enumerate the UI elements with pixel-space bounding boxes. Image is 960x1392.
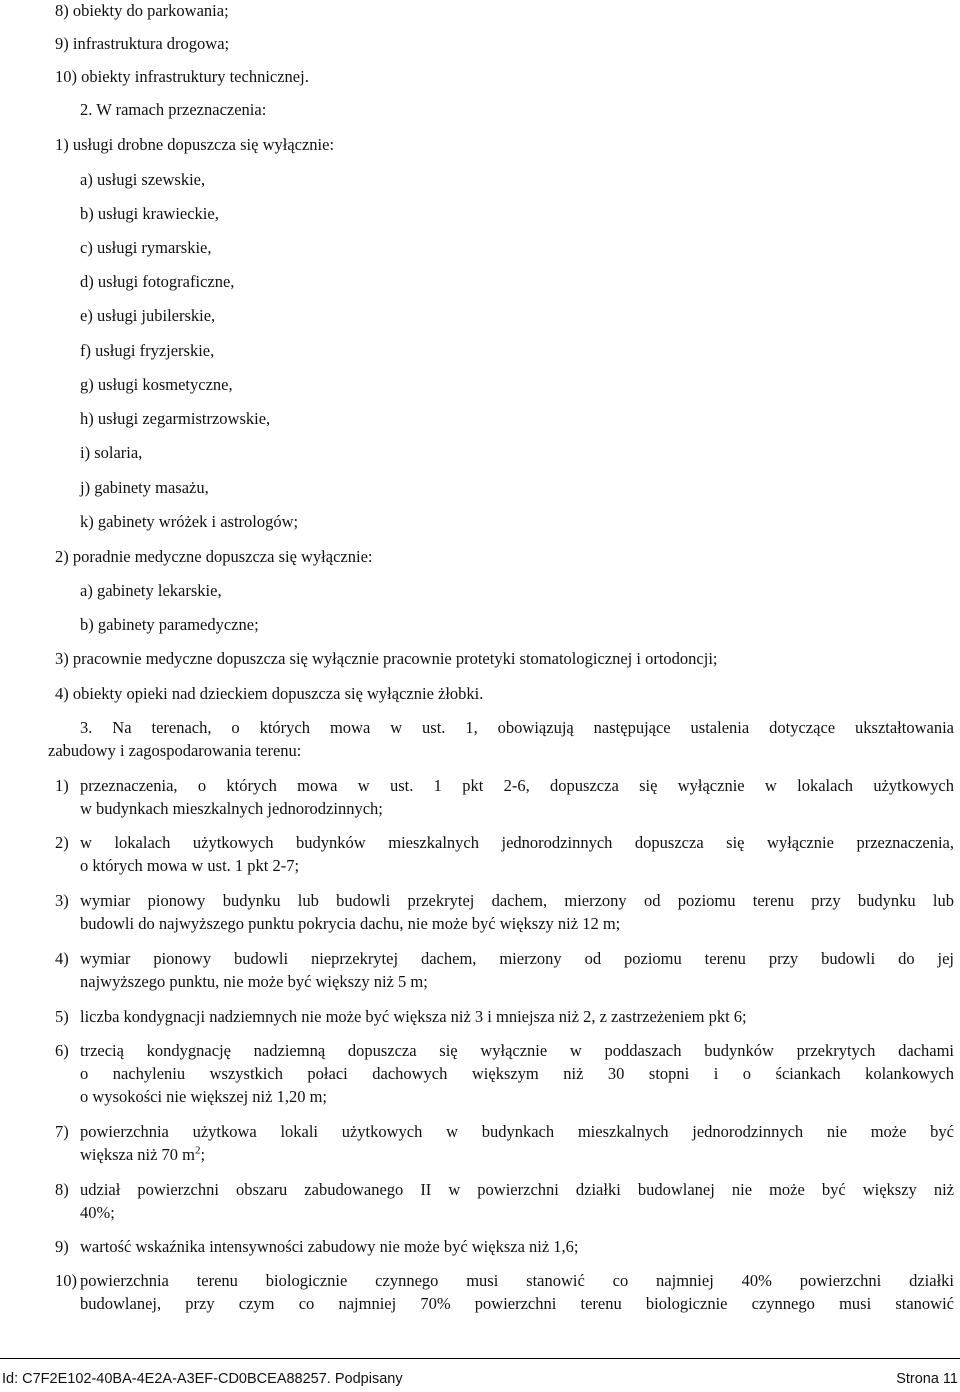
sub-item-b: b) usługi krawieckie, — [80, 204, 219, 223]
superscript: 2 — [195, 1144, 201, 1157]
item-text-with-unit — [80, 1144, 205, 1166]
sub-item-j: j) gabinety masażu, — [80, 478, 209, 497]
list-item-8: 8) obiekty do parkowania; — [55, 1, 229, 20]
sub-item-k: k) gabinety wróżek i astrologów; — [80, 512, 299, 531]
section-2-item-2: 2) poradnie medyczne dopuszcza się wyłącznie: — [55, 547, 373, 566]
sub-item-i: i) solaria, — [80, 443, 143, 462]
page-footer — [0, 1358, 960, 1392]
section-2-item-3: 3) pracownie medyczne dopuszcza się wyłącznie pracownie protetyki stomatologicznej i ortodoncji; — [55, 649, 718, 668]
item-text: wymiar pionowy budynku lub budowli przekrytej dachem, mierzony od poziomu terenu przy budynku lub — [80, 891, 954, 910]
item-text: liczba kondygnacji nadziemnych nie może być większa niż 3 i mniejsza niż 2, z zastrzeżeniem pkt 6; — [80, 1007, 747, 1026]
item-text: budowli do najwyższego punktu pokrycia dachu, nie może być większy niż 12 m; — [80, 914, 621, 933]
item-text: powierzchnia użytkowa lokali użytkowych w budynkach mieszkalnych jednorodzinnych nie może być — [80, 1122, 954, 1141]
item-text: udział powierzchni obszaru zabudowanego II w powierzchni działki budowlanej nie może być większy niż — [80, 1180, 954, 1199]
item-text: o nachyleniu wszystkich połaci dachowych większym niż 30 stopni i o ściankach kolankowych — [80, 1064, 954, 1083]
item-text: w lokalach użytkowych budynków mieszkalnych jednorodzinnych dopuszcza się wyłącznie przeznaczenia, — [80, 833, 954, 852]
item-text: o których mowa w ust. 1 pkt 2-7; — [80, 856, 300, 875]
item-number: 5) — [55, 1007, 69, 1026]
item-text: budowlanej, przy czym co najmniej 70% powierzchni terenu biologicznie czynnego musi stanowić — [80, 1294, 954, 1313]
item-number: 8) — [55, 1180, 69, 1199]
sub-item-a: a) gabinety lekarskie, — [80, 581, 222, 600]
item-number: 9) — [55, 1237, 69, 1256]
item-text: wymiar pionowy budowli nieprzekrytej dachem, mierzony od poziomu terenu przy budowli do jej — [80, 949, 954, 968]
item-number: 6) — [55, 1041, 69, 1060]
sub-item-g: g) usługi kosmetyczne, — [80, 375, 233, 394]
sub-item-h: h) usługi zegarmistrzowskie, — [80, 409, 271, 428]
item-text-tail: ; — [200, 1145, 206, 1164]
item-text: wartość wskaźnika intensywności zabudowy nie może być większa niż 1,6; — [80, 1237, 579, 1256]
section-2-item-4: 4) obiekty opieki nad dzieckiem dopuszcza się wyłącznie żłobki. — [55, 684, 484, 703]
item-number: 3) — [55, 891, 69, 910]
document-id: Id: C7F2E102-40BA-4E2A-A3EF-CD0BCEA88257. Podpisany — [2, 1371, 403, 1387]
section-2-item-1: 1) usługi drobne dopuszcza się wyłącznie: — [55, 135, 335, 154]
item-text: o wysokości nie większej niż 1,20 m; — [80, 1087, 328, 1106]
sub-item-c: c) usługi rymarskie, — [80, 238, 212, 257]
item-number: 2) — [55, 833, 69, 852]
sub-item-d: d) usługi fotograficzne, — [80, 272, 235, 291]
sub-item-e: e) usługi jubilerskie, — [80, 306, 216, 325]
item-number: 10) — [55, 1271, 77, 1290]
section-3-heading-cont: zabudowy i zagospodarowania terenu: — [48, 741, 302, 760]
section-2-heading: 2. W ramach przeznaczenia: — [80, 100, 267, 119]
item-number: 7) — [55, 1122, 69, 1141]
list-item-9: 9) infrastruktura drogowa; — [55, 34, 230, 53]
item-text: trzecią kondygnację nadziemną dopuszcza się wyłącznie w poddaszach budynków przekrytych dachami — [80, 1041, 954, 1060]
item-text: przeznaczenia, o których mowa w ust. 1 pkt 2-6, dopuszcza się wyłącznie w lokalach użytkowych — [80, 776, 954, 795]
sub-item-b: b) gabinety paramedyczne; — [80, 615, 259, 634]
item-text: w budynkach mieszkalnych jednorodzinnych; — [80, 799, 383, 818]
item-text: większa niż 70 m — [80, 1145, 196, 1164]
item-number: 1) — [55, 776, 69, 795]
list-item-10: 10) obiekty infrastruktury technicznej. — [55, 67, 309, 86]
sub-item-a: a) usługi szewskie, — [80, 170, 206, 189]
item-number: 4) — [55, 949, 69, 968]
item-text: powierzchnia terenu biologicznie czynnego musi stanowić co najmniej 40% powierzchni działki — [80, 1271, 954, 1290]
page-number: Strona 11 — [896, 1371, 958, 1387]
item-text: najwyższego punktu, nie może być większy niż 5 m; — [80, 972, 428, 991]
section-3-heading: 3. Na terenach, o których mowa w ust. 1, obowiązują następujące ustalenia dotyczące ukształtowania — [80, 718, 954, 737]
sub-item-f: f) usługi fryzjerskie, — [80, 341, 215, 360]
item-text: 40%; — [80, 1203, 115, 1222]
